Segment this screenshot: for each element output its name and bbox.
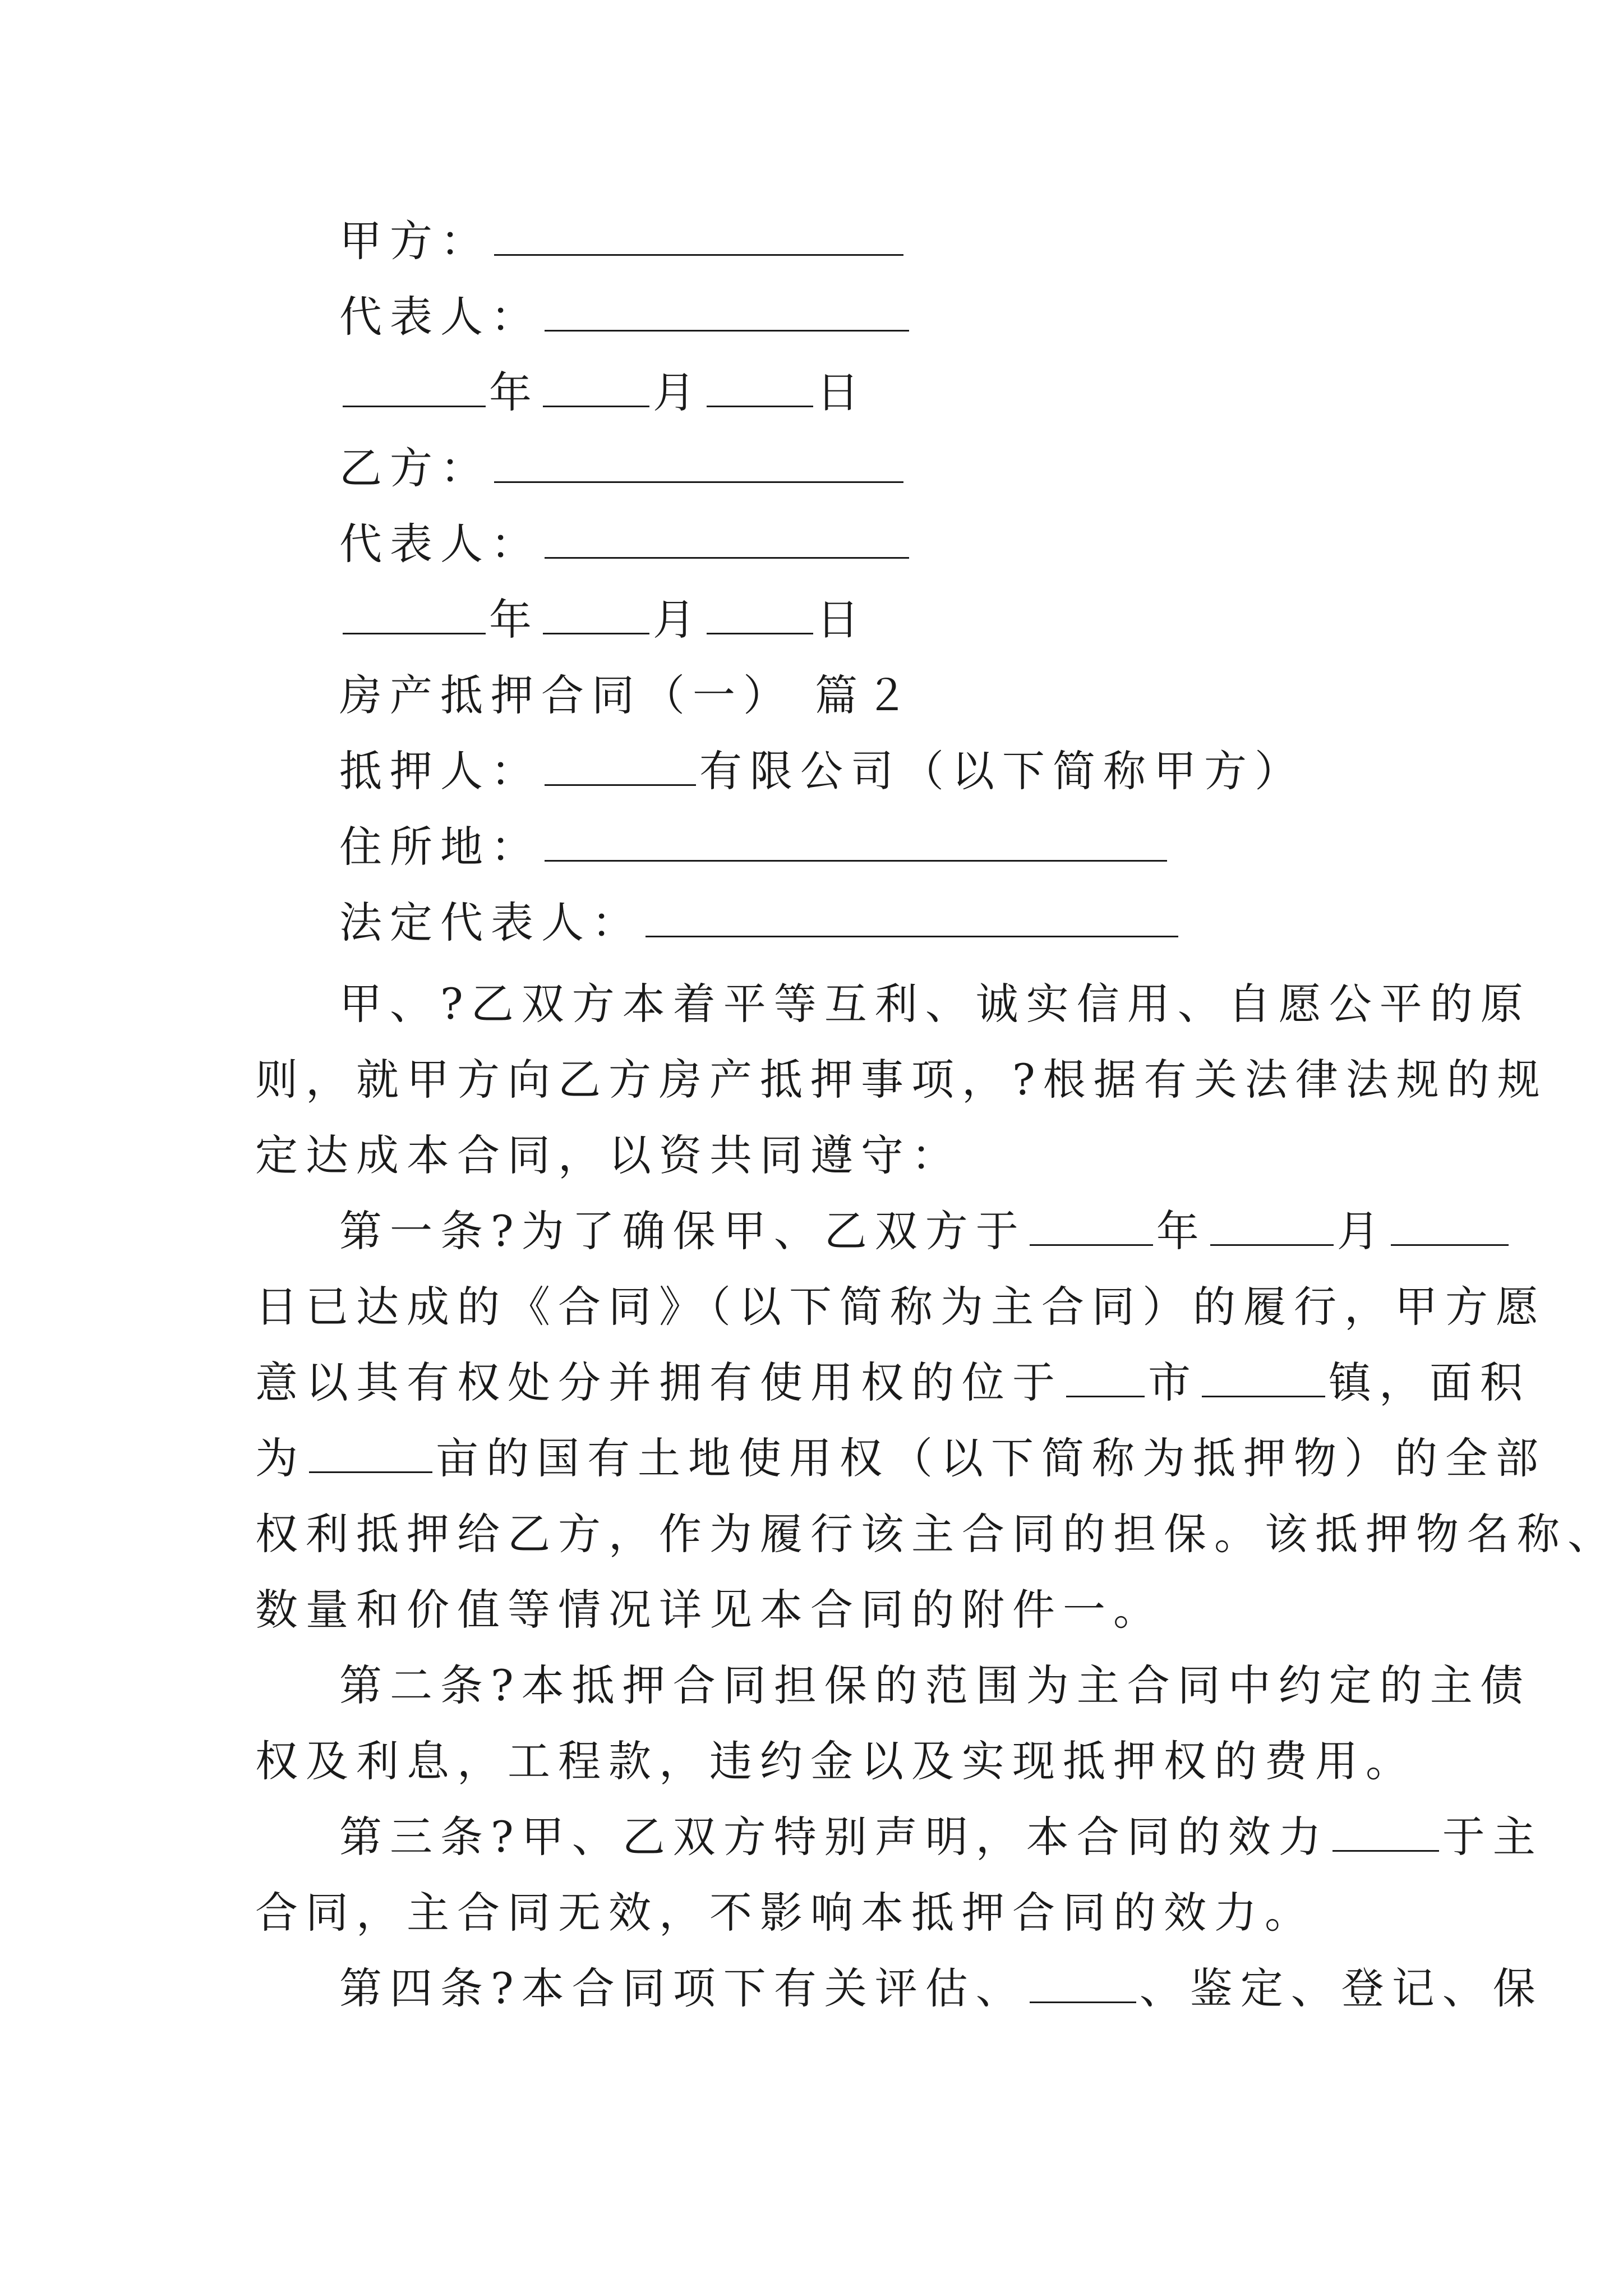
date-b-line bbox=[339, 595, 867, 645]
date-a-day-blank bbox=[707, 373, 813, 407]
party-a-blank bbox=[494, 222, 903, 256]
party-b-blank bbox=[494, 449, 903, 483]
address-blank bbox=[545, 827, 1167, 862]
article-2-line-2: 权及利息，工程款，违约金以及实现抵押权的费用。 bbox=[255, 1736, 1416, 1786]
date-a-month: 月 bbox=[653, 367, 703, 417]
article-1-line-1 bbox=[339, 1206, 1512, 1257]
section-title: 房产抵押合同（一） 篇２ bbox=[339, 670, 916, 720]
legal-rep-line bbox=[339, 898, 1182, 948]
rep-a-label: 代表人： bbox=[339, 292, 541, 342]
article-1-city: 市 bbox=[1148, 1358, 1198, 1407]
mortgagor-suffix: 有限公司（以下简称甲方） bbox=[699, 746, 1305, 796]
mortgagor-line bbox=[339, 746, 1305, 797]
rep-a-blank bbox=[545, 297, 909, 332]
intro-line-1: 甲、?乙双方本着平等互利、诚实信用、自愿公平的原 bbox=[339, 979, 1531, 1029]
article-1-city-blank bbox=[1066, 1363, 1145, 1397]
rep-a-line bbox=[339, 292, 912, 342]
article-1-text-d: 为 bbox=[255, 1433, 306, 1483]
article-1-town: 镇，面积 bbox=[1329, 1358, 1530, 1407]
article-1-line-2: 日已达成的《合同》（以下简称为主合同）的履行，甲方愿 bbox=[255, 1282, 1546, 1332]
date-a-year: 年 bbox=[489, 367, 540, 417]
date-a-line bbox=[339, 367, 867, 418]
article-1-line-4 bbox=[255, 1433, 1546, 1484]
article-1-town-blank bbox=[1202, 1363, 1325, 1397]
article-1-text-c: 意以其有权处分并拥有使用权的位于 bbox=[255, 1358, 1063, 1407]
address-line bbox=[339, 822, 1170, 872]
date-b-year-blank bbox=[343, 600, 486, 634]
article-4-line-1 bbox=[339, 1963, 1543, 2014]
party-a-label: 甲方： bbox=[339, 216, 491, 266]
date-b-month: 月 bbox=[653, 595, 703, 645]
article-1-month-blank bbox=[1210, 1212, 1334, 1246]
mortgagor-blank bbox=[545, 752, 696, 786]
rep-b-blank bbox=[545, 524, 909, 559]
date-b-day: 日 bbox=[817, 595, 867, 645]
mortgagor-label: 抵押人： bbox=[339, 746, 541, 796]
article-3-text-a: 第三条?甲、乙双方特别声明，本合同的效力 bbox=[339, 1812, 1329, 1862]
article-3-line-2: 合同，主合同无效，不影响本抵押合同的效力。 bbox=[255, 1888, 1315, 1938]
article-4-blank bbox=[1030, 1969, 1136, 2003]
date-b-month-blank bbox=[543, 600, 649, 634]
article-3-text-b: 于主 bbox=[1442, 1812, 1543, 1862]
article-1-line-3 bbox=[255, 1358, 1530, 1408]
date-a-year-blank bbox=[343, 373, 486, 407]
intro-line-2: 则，就甲方向乙方房产抵押事项，?根据有关法律法规的规 bbox=[255, 1055, 1548, 1105]
legal-rep-label: 法定代表人： bbox=[339, 898, 642, 947]
article-1-month: 月 bbox=[1336, 1206, 1387, 1256]
date-a-day: 日 bbox=[817, 367, 867, 417]
rep-b-label: 代表人： bbox=[339, 519, 541, 569]
rep-b-line bbox=[339, 519, 912, 569]
article-1-line-6: 数量和价值等情况详见本合同的附件一。 bbox=[255, 1585, 1164, 1635]
article-1-year: 年 bbox=[1156, 1206, 1207, 1256]
article-1-area-blank bbox=[309, 1439, 432, 1473]
article-1-year-blank bbox=[1030, 1212, 1153, 1246]
article-1-text-a: 第一条?为了确保甲、乙双方于 bbox=[339, 1206, 1026, 1256]
party-b-label: 乙方： bbox=[339, 443, 491, 493]
article-4-text-a: 第四条?本合同项下有关评估、 bbox=[339, 1963, 1026, 2013]
intro-line-3: 定达成本合同，以资共同遵守： bbox=[255, 1130, 962, 1180]
article-1-day-blank bbox=[1391, 1212, 1509, 1246]
date-b-year: 年 bbox=[489, 595, 540, 645]
party-b-line bbox=[339, 443, 907, 494]
address-label: 住所地： bbox=[339, 822, 541, 872]
article-4-text-b: 、鉴定、登记、保 bbox=[1139, 1963, 1543, 2013]
article-1-text-e: 亩的国有土地使用权（以下简称为抵押物）的全部 bbox=[436, 1433, 1546, 1483]
date-b-day-blank bbox=[707, 600, 813, 634]
legal-rep-blank bbox=[645, 903, 1178, 937]
article-1-line-5: 权利抵押给乙方，作为履行该主合同的担保。该抵押物名称、 bbox=[255, 1509, 1618, 1559]
date-a-month-blank bbox=[543, 373, 649, 407]
article-3-line-1 bbox=[339, 1812, 1543, 1862]
article-3-blank bbox=[1332, 1818, 1439, 1852]
party-a-line bbox=[339, 216, 907, 266]
article-2-line-1: 第二条?本抵押合同担保的范围为主合同中约定的主债 bbox=[339, 1660, 1531, 1710]
